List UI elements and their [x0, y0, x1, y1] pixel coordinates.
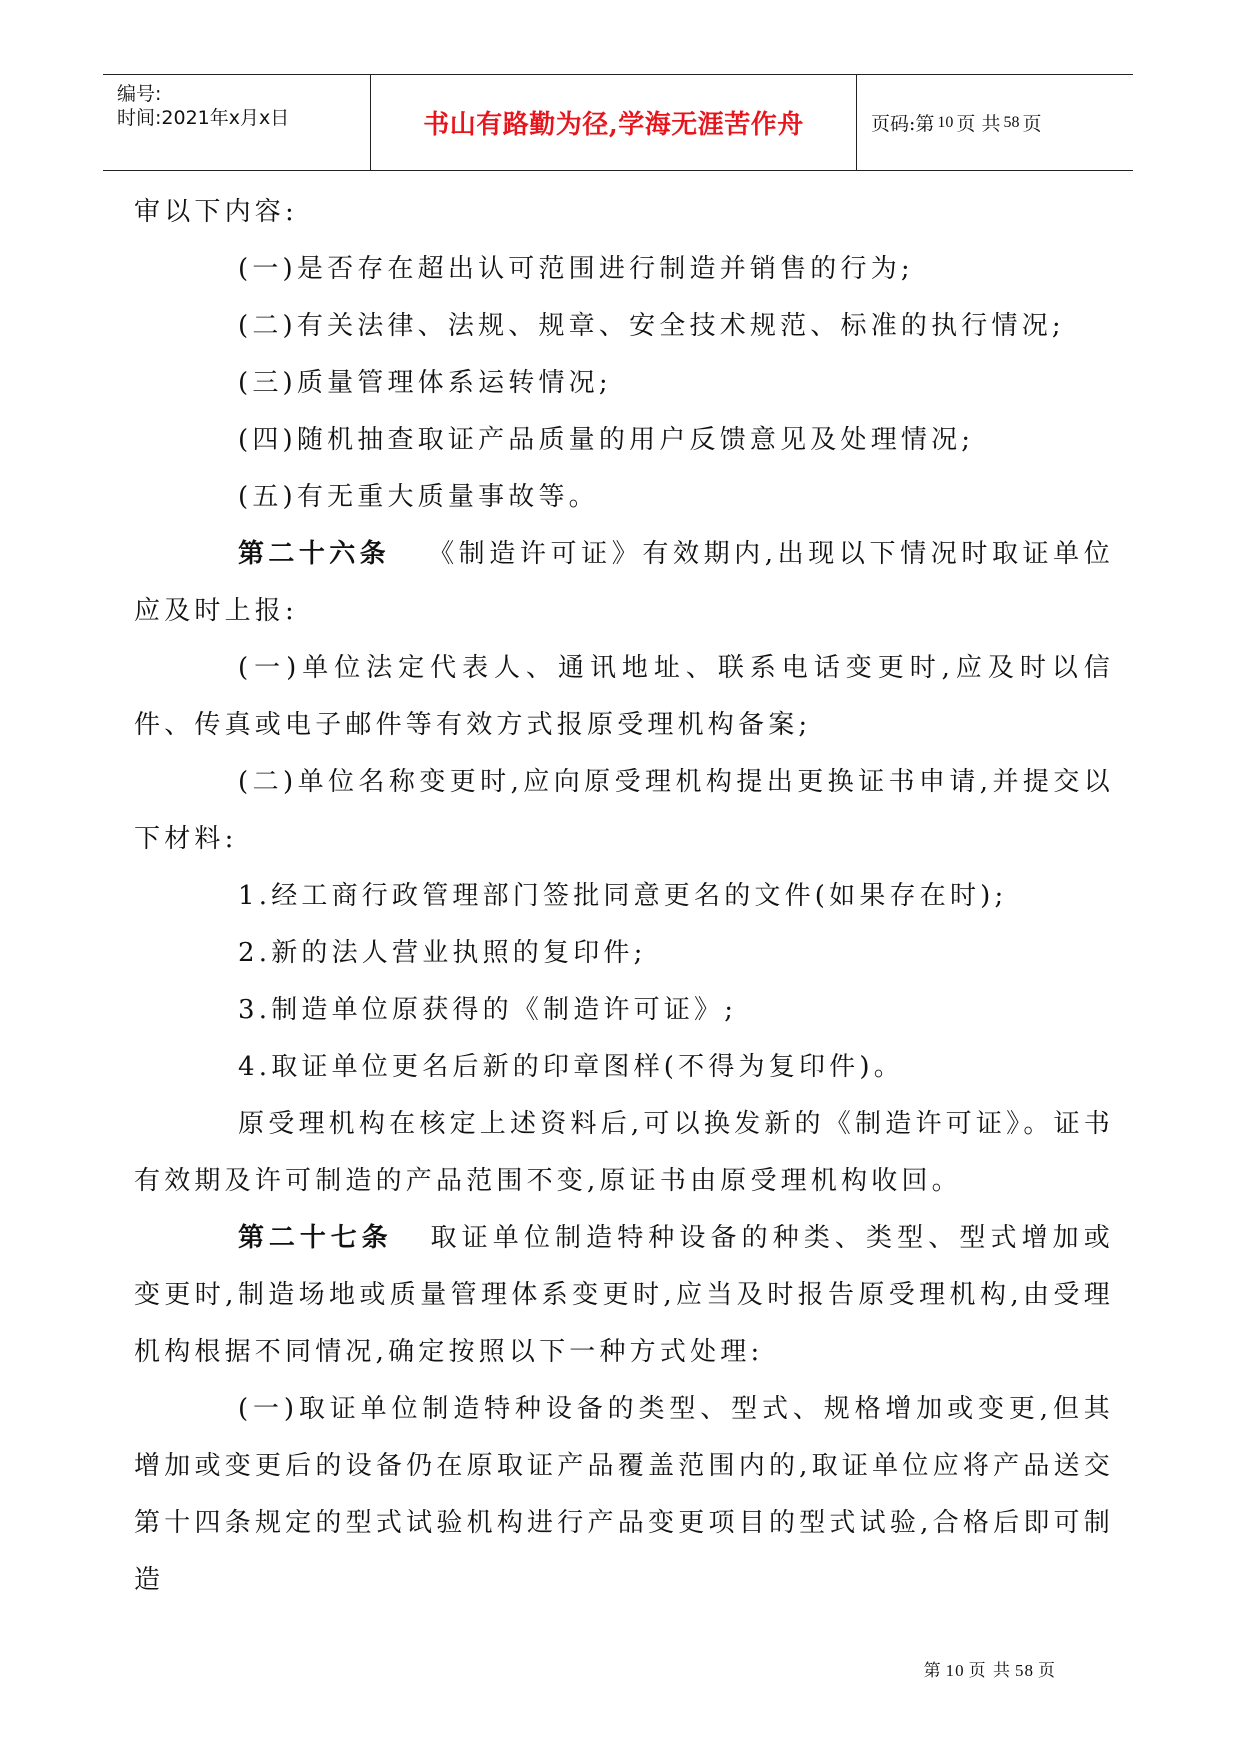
- paragraph-text: 2.新的法人营业执照的复印件;: [238, 938, 647, 968]
- header-motto: 书山有路勤为径,学海无涯苦作舟: [371, 75, 857, 170]
- paragraph-text: 取证单位制造特种设备的种类、类型、型式增加或变更时,制造场地或质量管理体系变更时,应当及时报告原受理机构,由受理机构根据不同情况,确定按照以下一种方式处理:: [134, 1223, 1114, 1367]
- footer-prefix: 第: [923, 1661, 942, 1681]
- paragraph-text: (一)是否存在超出认可范围进行制造并销售的行为;: [238, 254, 914, 284]
- footer-suffix: 页: [1038, 1661, 1056, 1681]
- page-footer: [0, 1656, 1241, 1681]
- paragraph-text: (二)有关法律、法规、规章、安全技术规范、标准的执行情况;: [238, 311, 1065, 341]
- page-suffix: 页: [1022, 113, 1042, 135]
- paragraph-text: (二)单位名称变更时,应向原受理机构提出更换证书申请,并提交以下材料:: [134, 767, 1114, 854]
- paragraph: [134, 241, 1114, 298]
- paragraph: [134, 925, 1114, 982]
- page-total: 58: [1003, 113, 1020, 131]
- paragraph: [134, 982, 1114, 1039]
- paragraph-text: (三)质量管理体系运转情况;: [238, 368, 612, 398]
- footer-mid: 页 共: [968, 1661, 1011, 1681]
- paragraph-text: 1.经工商行政管理部门签批同意更名的文件(如果存在时);: [238, 881, 1008, 911]
- paragraph-text: (一)取证单位制造特种设备的类型、型式、规格增加或变更,但其增加或变更后的设备仍在原取证产品覆盖范围内的,取证单位应将产品送交第十四条规定的型式试验机构进行产品变更项目的型式试验,合格后即可制造: [134, 1394, 1114, 1595]
- paragraph-text: 《制造许可证》有效期内,出现以下情况时取证单位应及时上报:: [134, 539, 1114, 626]
- article-number: 第二十七条: [238, 1223, 393, 1253]
- header-page-number: [857, 75, 1133, 170]
- paragraph: [134, 355, 1114, 412]
- page-prefix: 页码:第: [871, 113, 935, 135]
- page-header: [103, 74, 1133, 171]
- paragraph: [134, 298, 1114, 355]
- paragraph: [134, 640, 1114, 754]
- paragraph: [134, 868, 1114, 925]
- paragraph-text: 原受理机构在核定上述资料后,可以换发新的《制造许可证》。证书有效期及许可制造的产品范围不变,原证书由原受理机构收回。: [134, 1109, 1114, 1196]
- paragraph-text: 3.制造单位原获得的《制造许可证》;: [238, 995, 738, 1025]
- footer-total: 58: [1015, 1661, 1034, 1680]
- paragraph: [134, 1039, 1114, 1096]
- paragraph-text: (四)随机抽查取证产品质量的用户反馈意见及处理情况;: [238, 425, 975, 455]
- paragraph: [134, 1381, 1114, 1609]
- paragraph: [134, 1096, 1114, 1210]
- page-current: 10: [937, 113, 954, 131]
- document-body: [134, 184, 1114, 1609]
- paragraph-text: (五)有无重大质量事故等。: [238, 482, 599, 512]
- paragraph-text: 审以下内容:: [134, 197, 298, 227]
- paragraph-text: 4.取证单位更名后新的印章图样(不得为复印件)。: [238, 1052, 904, 1082]
- paragraph-text: (一)单位法定代表人、通讯地址、联系电话变更时,应及时以信件、传真或电子邮件等有效方式报原受理机构备案;: [134, 653, 1114, 740]
- paragraph: [134, 184, 1114, 241]
- article-paragraph: [134, 1210, 1114, 1381]
- header-meta-cell: [103, 75, 371, 170]
- time-label: 时间:2021年x月x日: [117, 107, 290, 129]
- article-number: 第二十六条: [238, 539, 391, 569]
- paragraph: [134, 469, 1114, 526]
- footer-current: 10: [945, 1661, 965, 1680]
- serial-label: 编号:: [117, 83, 162, 105]
- page-mid: 页 共: [956, 113, 1001, 135]
- paragraph: [134, 412, 1114, 469]
- paragraph: [134, 754, 1114, 868]
- article-paragraph: [134, 526, 1114, 640]
